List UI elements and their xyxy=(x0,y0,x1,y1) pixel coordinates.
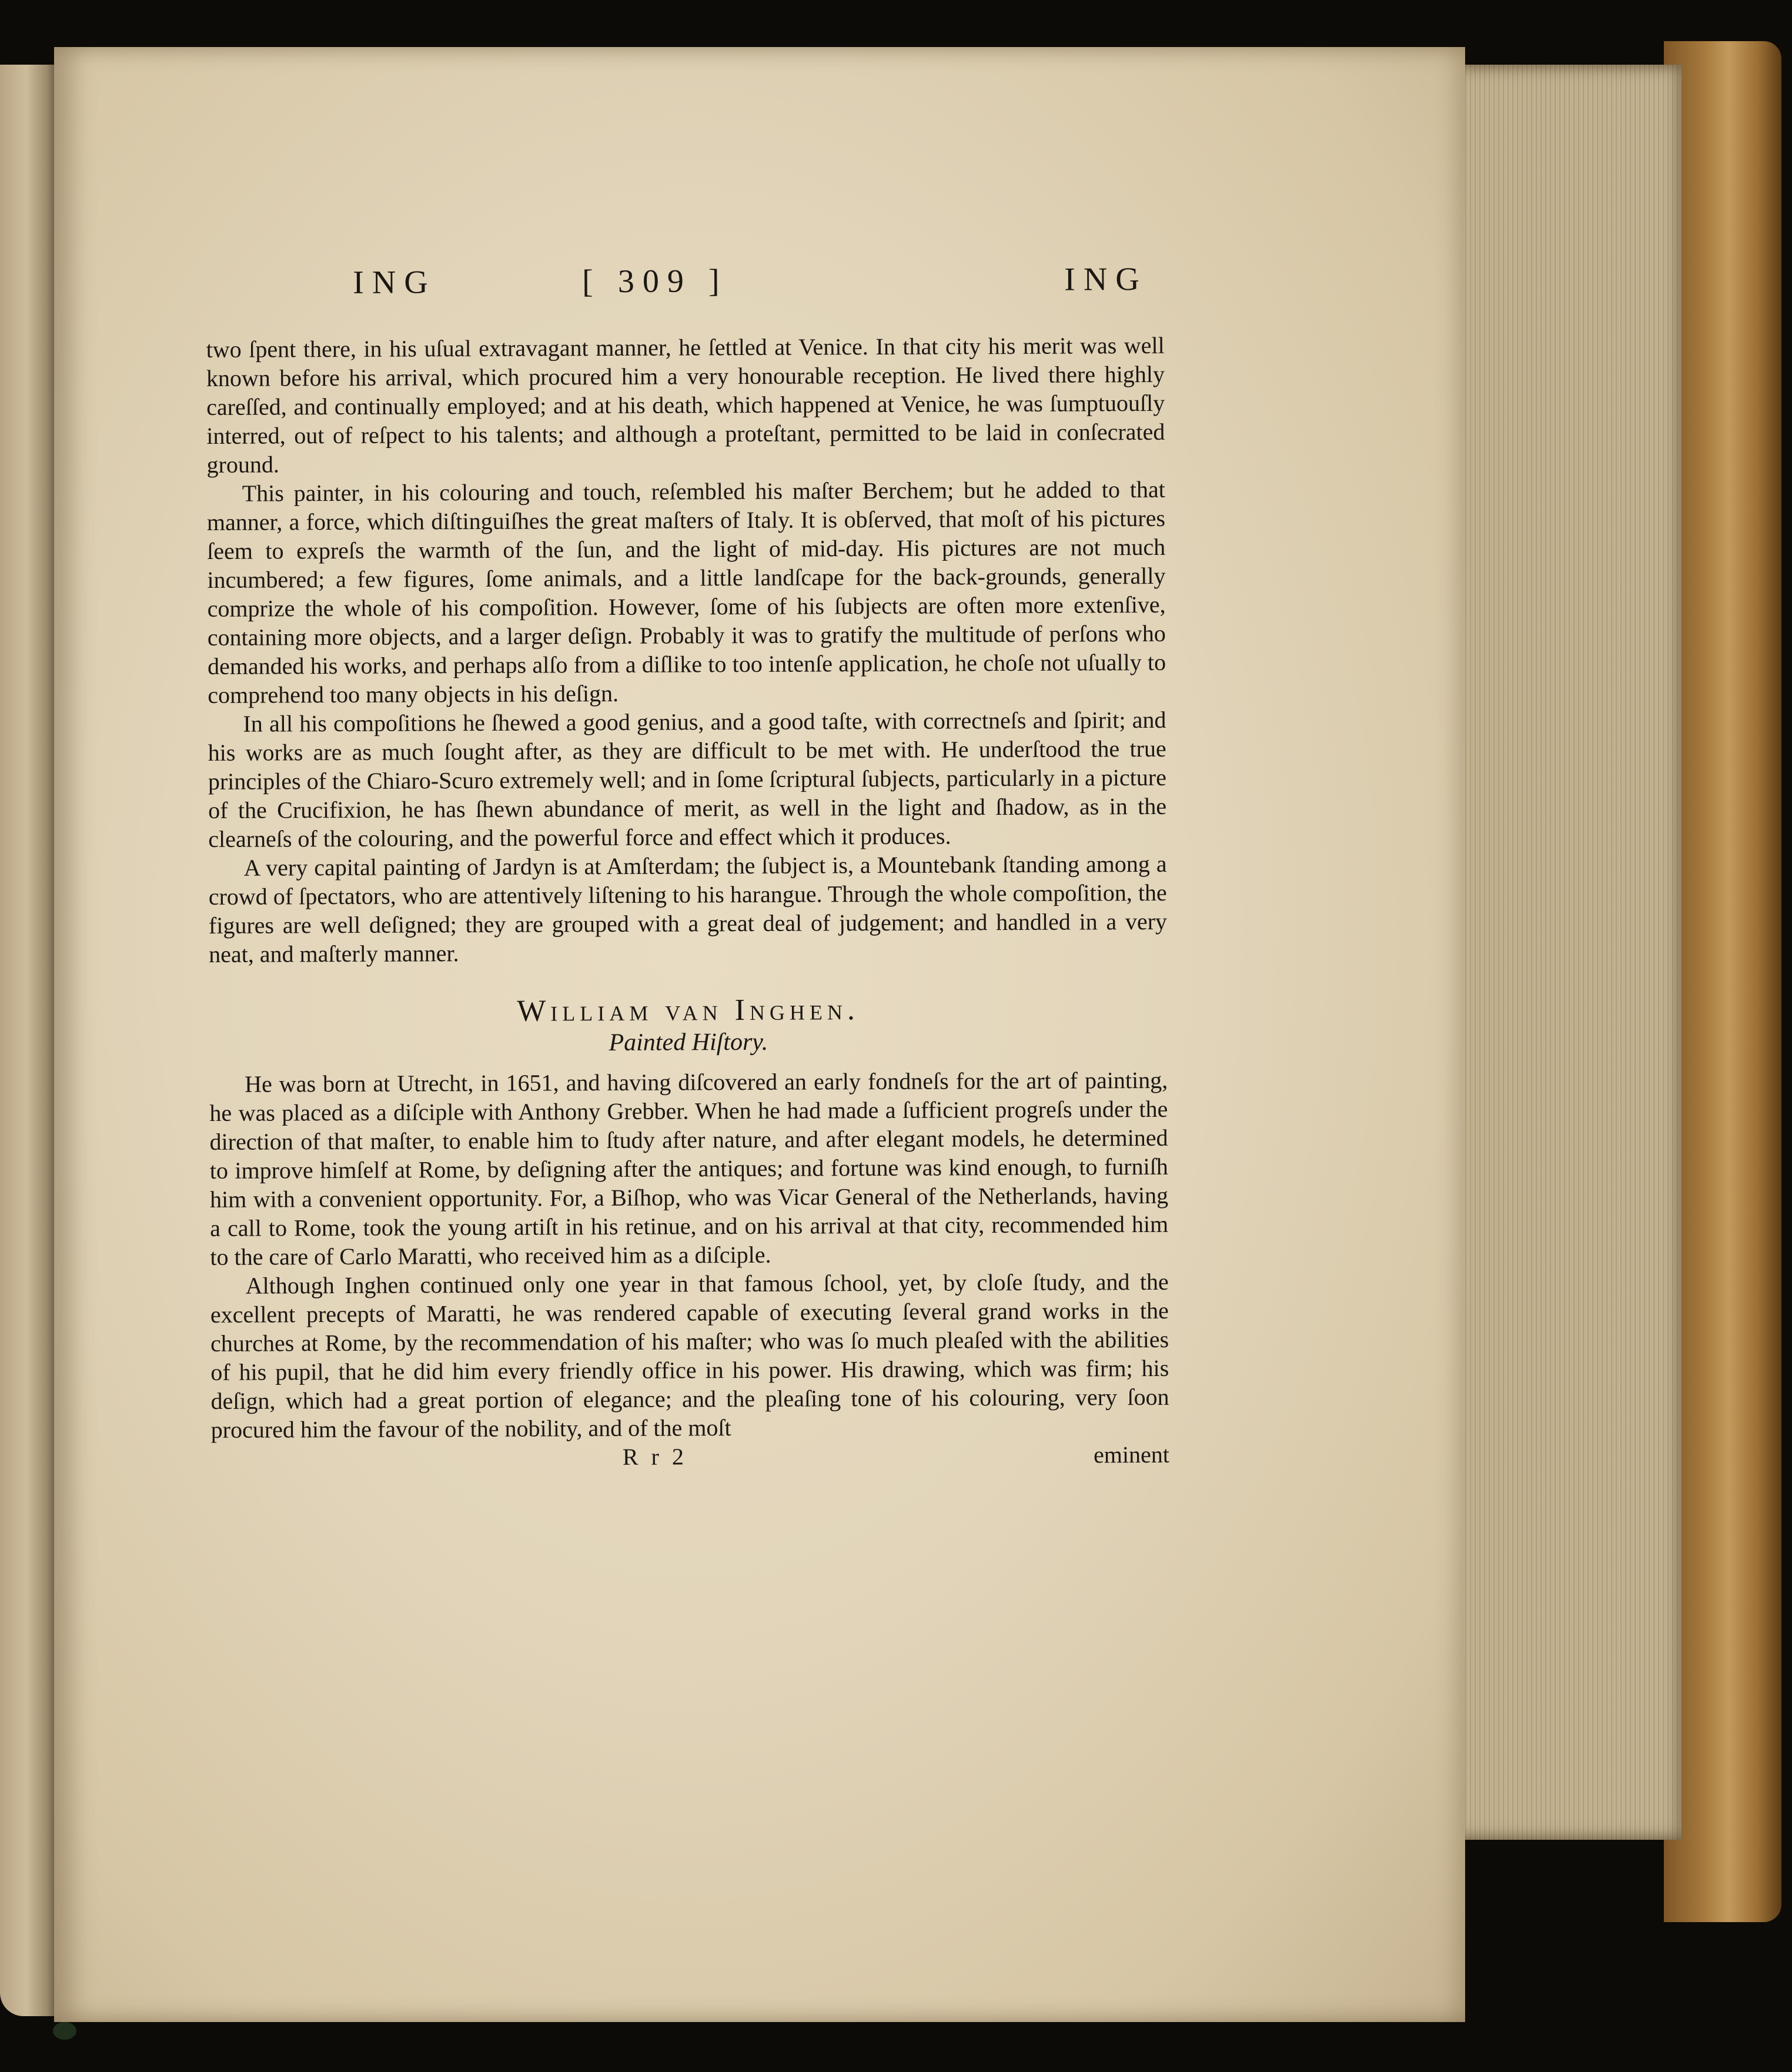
signature-line xyxy=(211,1440,1169,1474)
stain-mark xyxy=(53,2022,76,2040)
signature-mark: R r 2 xyxy=(622,1443,688,1470)
paragraph: A very capital painting of Jardyn is at Amſterdam; the ſubject is, a Mountebank ſtanding among a crowd of ſpectators, who are attentively liſtening to his harangue. Through the whole compoſition, the figures are well deſigned; they are grouped with a great deal of judgement; and handled in a very neat, and maſterly manner. xyxy=(208,850,1168,968)
page-number: [ 309 ] xyxy=(582,263,728,300)
page-block-edges xyxy=(1435,65,1681,1840)
entry-subheading: Painted Hiſtory. xyxy=(609,1028,768,1057)
body-text xyxy=(206,331,1169,1474)
leather-binding xyxy=(1664,41,1781,1922)
running-head-left: ING xyxy=(353,264,436,301)
paragraph: In all his compoſitions he ſhewed a good genius, and a good taſte, with correctneſs and ſpirit; and his works are as much ſought after, as they are difficult to be met with. He underſtood the true principles of the Chiaro-Scuro extremely well; and in ſome ſcriptural ſubjects, particularly in a picture of the Crucifixion, he has ſhewn abundance of merit, as well in the light and ſhadow, as in the clearneſs of the colouring, and the powerful force and effect which it produces. xyxy=(208,706,1167,852)
entry-heading: William van Inghen. xyxy=(517,993,860,1028)
paragraph: He was born at Utrecht, in 1651, and having diſcovered an early fondneſs for the art of painting, he was placed as a diſciple with Anthony Grebber. When he had made a ſufficient progreſs under the direction of that maſter, to enable him to ſtudy after nature, and after elegant models, he determined to improve himſelf at Rome, by deſigning after the antiques; and fortune was kind enough, to furniſh him with a convenient opportunity. For, a Biſhop, who was Vicar General of the Netherlands, having a call to Rome, took the young artiſt in his retinue, and on his arrival at that city, recommended him to the care of Carlo Maratti, who received him as a diſciple. xyxy=(209,1066,1169,1270)
paragraph: Although Inghen continued only one year in that famous ſchool, yet, by cloſe ſtudy, and the excellent precepts of Maratti, he was rendered capable of executing ſeveral grand works in the churches at Rome, by the recommendation of his maſter; who was ſo much pleaſed with the abilities of his pupil, that he did him every friendly office in his power. His drawing, which was firm; his deſign, which had a great portion of elegance; and the pleaſing tone of his colouring, very ſoon procured him the favour of the nobility, and of the moſt xyxy=(210,1268,1169,1443)
paragraph: This painter, in his colouring and touch, reſembled his maſter Berchem; but he added to that manner, a force, which diſtinguiſhes the great maſters of Italy. It is obſerved, that moſt of his pictures ſeem to expreſs the warmth of the ſun, and the light of mid-day. His pictures are not much incumbered; a few figures, ſome animals, and a little landſcape for the back-grounds, generally comprize the whole of his compoſition. However, ſome of his ſubjects are often more extenſive, containing more objects, and a larger deſign. Probably it was to gratify the multitude of perſons who demanded his works, and perhaps alſo from a diſlike to too intenſe application, he choſe not uſually to comprehend too many objects in his deſign. xyxy=(206,476,1166,708)
running-head-right: ING xyxy=(1064,261,1148,298)
running-head xyxy=(206,249,1164,312)
paragraph: two ſpent there, in his uſual extravagant manner, he ſettled at Venice. In that city his merit was well known before his arrival, which procured him a very honourable reception. He lived there highly careſſed, and continually employed; and at his death, which happened at Venice, he was ſumptuouſly interred, out of reſpect to his talents; and although a proteſtant, permitted to be laid in conſecrated ground. xyxy=(206,332,1165,478)
facing-page-edge xyxy=(0,65,59,2016)
catchword: eminent xyxy=(1093,1441,1170,1468)
